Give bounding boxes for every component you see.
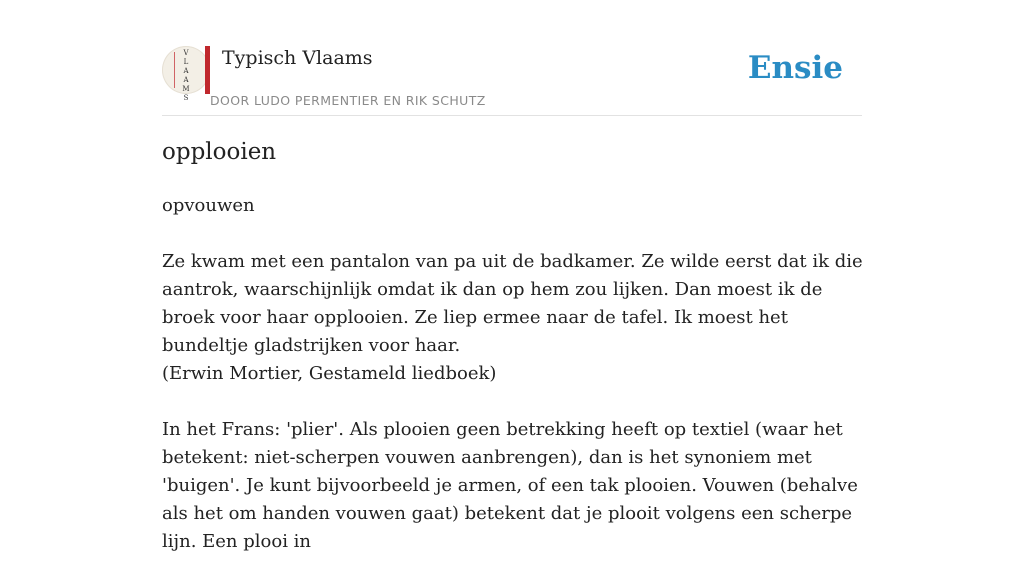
ensie-logo[interactable]: Ensie [747, 50, 843, 86]
explanation: In het Frans: 'plier'. Als plooien geen betrekking heeft op textiel (waar het betekent: niet-scherpen vouwen aanbrengen), dan is het synoniem met 'buigen'. Je kunt bijvoorbeeld je armen, of een tak plooien. Vouwen (behalve als het om handen vouwen gaat) betekent dat je plooit volgens een scherpe lijn. Een plooi in [162, 419, 858, 552]
entry-content [162, 192, 867, 584]
cover-rule [174, 52, 175, 88]
quote-block [162, 248, 867, 388]
cover-lettering: V L A A M S [182, 49, 190, 102]
blog-title[interactable]: Typisch Vlaams [222, 47, 373, 69]
quote-source: (Erwin Mortier, Gestameld liedboek) [162, 363, 497, 384]
byline: DOOR LUDO PERMENTIER EN RIK SCHUTZ [210, 93, 486, 108]
cover-red-band [205, 46, 210, 94]
quote-text: Ze kwam met een pantalon van pa uit de badkamer. Ze wilde eerst dat ik die aantrok, waarschijnlijk omdat ik dan op hem zou lijken. Dan moest ik de broek voor haar opplooien. Ze liep ermee naar de tafel. Ik moest het bundeltje gladstrijken voor haar. [162, 251, 863, 356]
definition: opvouwen [162, 195, 255, 216]
book-cover-icon[interactable] [162, 46, 210, 102]
entry-title: opplooien [162, 139, 277, 165]
site-header [162, 46, 862, 116]
